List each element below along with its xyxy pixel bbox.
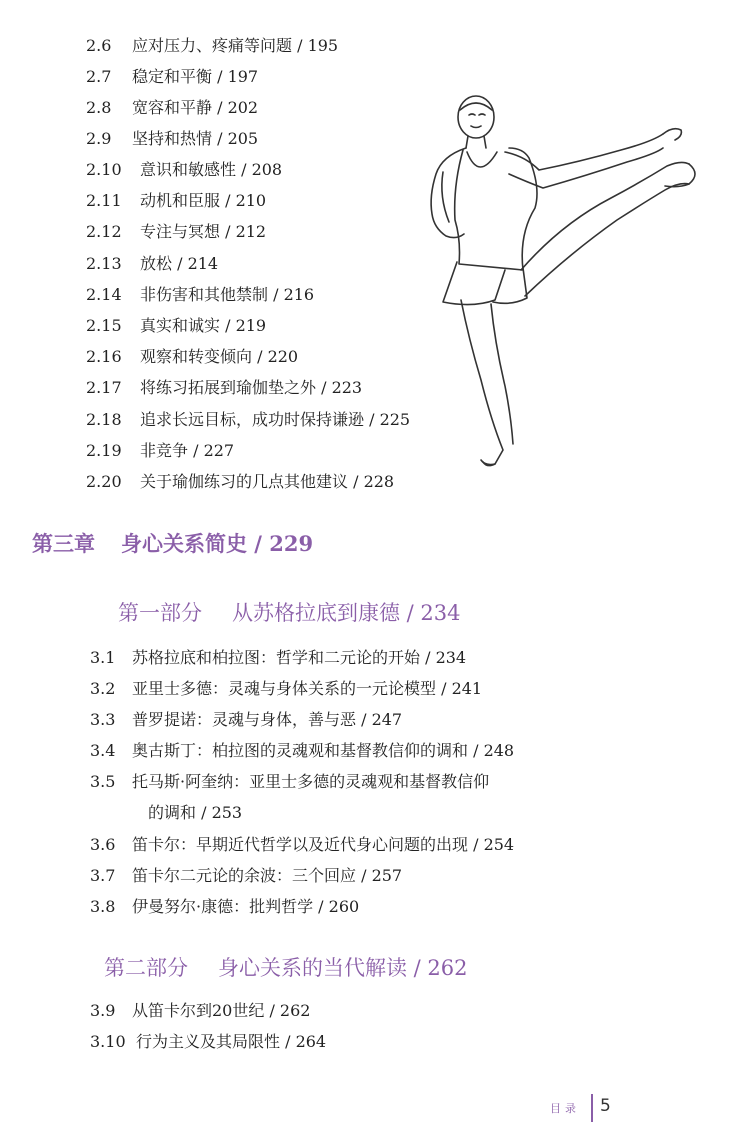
part-heading[interactable] (104, 952, 468, 982)
item-number: 2.18 (86, 410, 122, 429)
item-number: 3.2 (90, 679, 116, 698)
item-title: 关于瑜伽练习的几点其他建议 / 228 (140, 472, 395, 491)
item-number: 2.16 (86, 347, 122, 366)
item-number: 2.6 (86, 36, 112, 55)
item-number: 3.1 (90, 648, 116, 667)
item-number: 2.19 (86, 441, 122, 460)
item-title-continuation: 的调和 / 253 (148, 803, 243, 822)
item-title: 意识和敏感性 / 208 (140, 160, 283, 179)
item-title: 坚持和热情 / 205 (132, 129, 259, 148)
item-title: 观察和转变倾向 / 220 (140, 347, 299, 366)
item-title: 亚里士多德：灵魂与身体关系的一元论模型 / 241 (132, 679, 483, 698)
part-label: 第二部分 (104, 956, 188, 980)
item-number: 3.7 (90, 866, 116, 885)
item-title: 应对压力、疼痛等问题 / 195 (132, 36, 339, 55)
item-title: 放松 / 214 (140, 254, 219, 273)
item-number: 2.17 (86, 378, 122, 397)
item-title: 奥古斯丁：柏拉图的灵魂观和基督教信仰的调和 / 248 (132, 741, 515, 760)
item-number: 2.11 (86, 191, 122, 210)
item-number: 2.9 (86, 129, 112, 148)
item-number: 3.6 (90, 835, 116, 854)
page-number: 5 (600, 1096, 611, 1116)
item-title: 从笛卡尔到20世纪 / 262 (132, 1001, 311, 1020)
item-number: 3.5 (90, 772, 116, 791)
item-title: 笛卡尔二元论的余波：三个回应 / 257 (132, 866, 403, 885)
item-title: 真实和诚实 / 219 (140, 316, 267, 335)
item-number: 2.7 (86, 67, 112, 86)
item-number: 3.10 (90, 1032, 126, 1051)
item-number: 2.14 (86, 285, 122, 304)
part-heading[interactable] (118, 597, 461, 627)
item-title: 行为主义及其局限性 / 264 (136, 1032, 327, 1051)
part-label: 第一部分 (118, 601, 202, 625)
chapter-label: 第三章 (32, 531, 95, 556)
item-title: 非伤害和其他禁制 / 216 (140, 285, 315, 304)
footer-divider (591, 1094, 593, 1122)
item-title: 稳定和平衡 / 197 (132, 67, 259, 86)
item-number: 2.12 (86, 222, 122, 241)
item-number: 2.13 (86, 254, 122, 273)
item-number: 2.10 (86, 160, 122, 179)
item-number: 2.8 (86, 98, 112, 117)
part-title: 身心关系的当代解读 / 262 (218, 956, 468, 980)
item-title: 追求长远目标，成功时保持谦逊 / 225 (140, 410, 411, 429)
chapter-heading[interactable] (32, 528, 313, 558)
item-number: 3.9 (90, 1001, 116, 1020)
item-title: 非竞争 / 227 (140, 441, 235, 460)
footer-section-label: 目录 (550, 1102, 580, 1115)
item-number: 3.3 (90, 710, 116, 729)
item-title: 伊曼努尔·康德：批判哲学 / 260 (132, 897, 360, 916)
item-title: 宽容和平静 / 202 (132, 98, 259, 117)
item-title: 笛卡尔：早期近代哲学以及近代身心问题的出现 / 254 (132, 835, 515, 854)
item-title: 专注与冥想 / 212 (140, 222, 267, 241)
item-number: 2.20 (86, 472, 122, 491)
item-number: 2.15 (86, 316, 122, 335)
item-title: 普罗提诺：灵魂与身体，善与恶 / 247 (132, 710, 403, 729)
item-number: 3.8 (90, 897, 116, 916)
chapter-title: 身心关系简史 / 229 (121, 531, 314, 556)
item-number: 3.4 (90, 741, 116, 760)
item-title: 动机和臣服 / 210 (140, 191, 267, 210)
part-title: 从苏格拉底到康德 / 234 (232, 601, 461, 625)
item-title: 将练习拓展到瑜伽垫之外 / 223 (140, 378, 363, 397)
item-title: 苏格拉底和柏拉图：哲学和二元论的开始 / 234 (132, 648, 467, 667)
item-title: 托马斯·阿奎纳：亚里士多德的灵魂观和基督教信仰 (132, 772, 490, 791)
yoga-pose-figure-icon (405, 92, 705, 482)
